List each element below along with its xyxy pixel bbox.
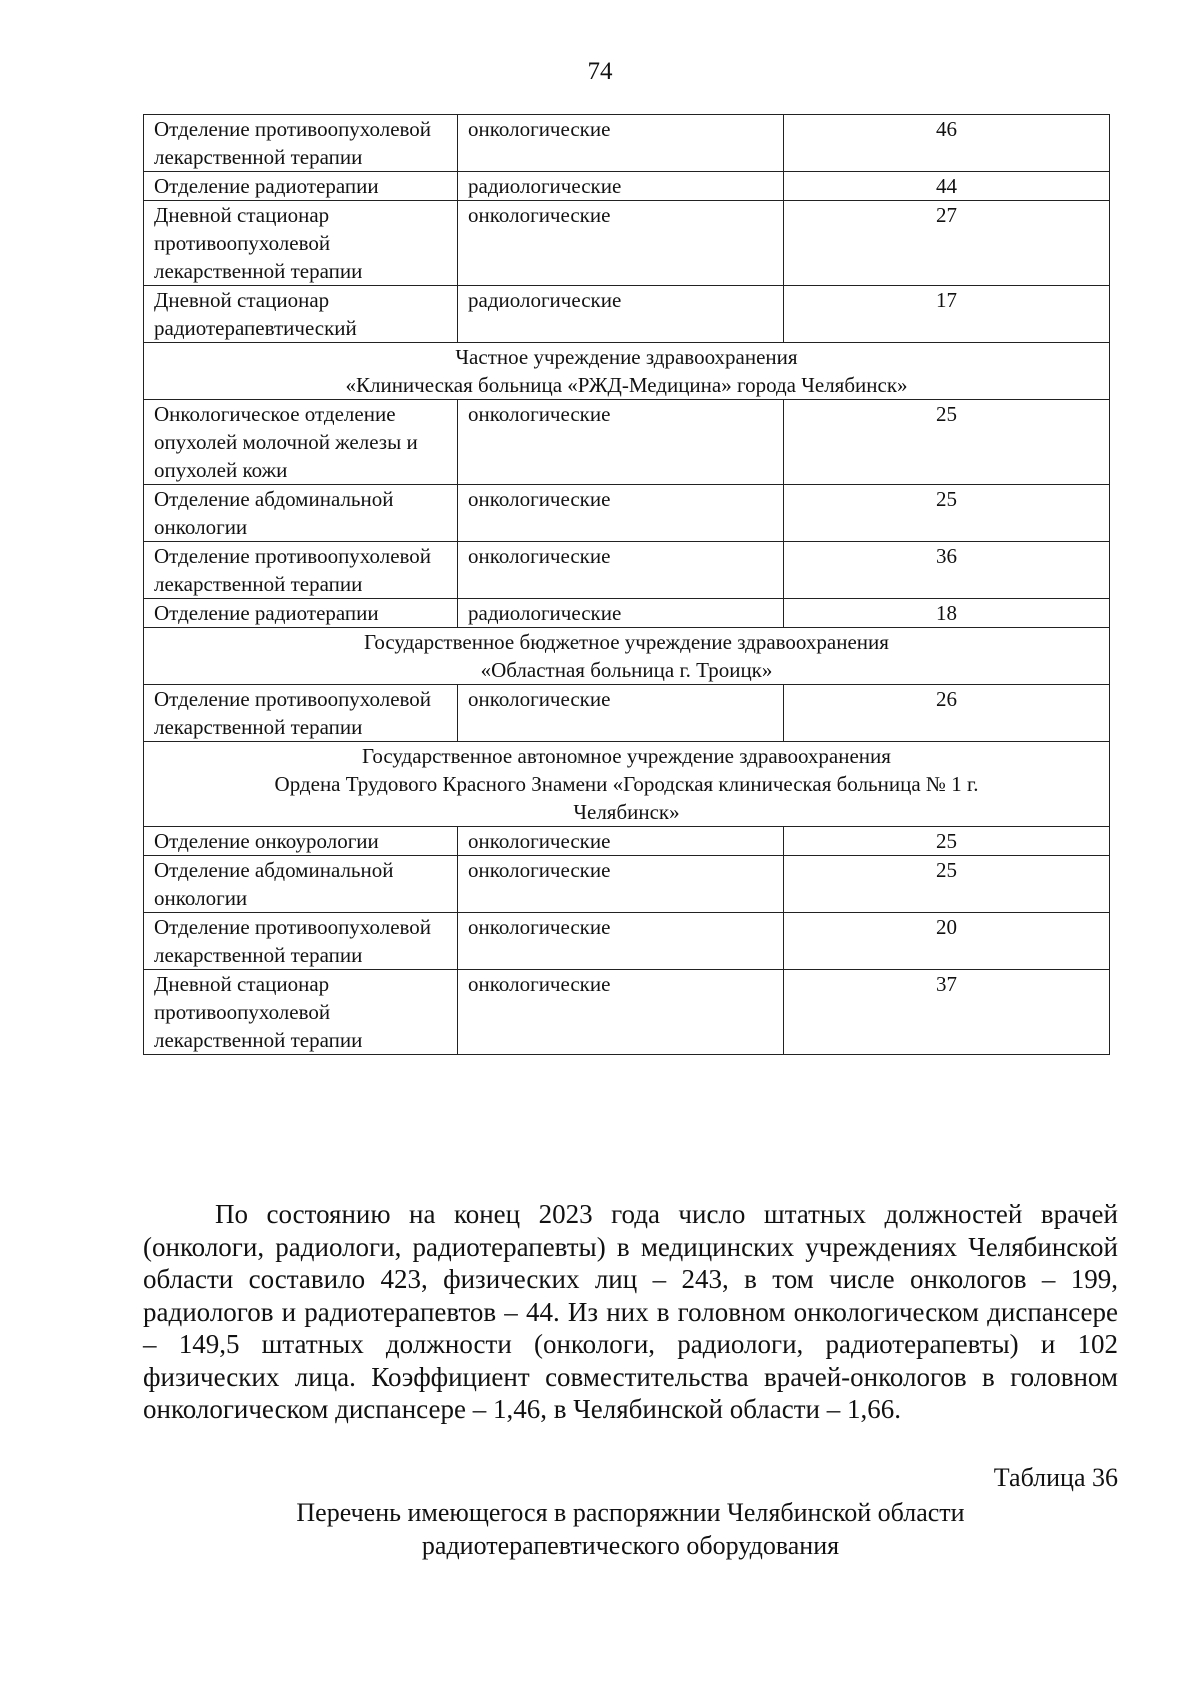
department-cell: Отделение противоопухолевой лекарственной терапии (144, 685, 458, 742)
bed-count-cell: 18 (784, 599, 1110, 628)
bed-count-cell: 25 (784, 400, 1110, 485)
institution-name (144, 343, 1110, 400)
bed-profile-cell: онкологические (458, 201, 784, 286)
bed-profile-cell: онкологические (458, 685, 784, 742)
institution-name-line: «Клиническая больница «РЖД-Медицина» города Челябинск» (345, 373, 908, 397)
bed-profile-cell: онкологические (458, 400, 784, 485)
department-cell: Отделение радиотерапии (144, 172, 458, 201)
table-row (144, 827, 1110, 856)
bed-count-cell: 46 (784, 115, 1110, 172)
bed-profile-cell: онкологические (458, 970, 784, 1055)
bed-count-cell: 37 (784, 970, 1110, 1055)
table-row (144, 400, 1110, 485)
staffing-paragraph: По состоянию на конец 2023 года число штатных должностей врачей (онкологи, радиологи, радиотерапевты) в медицинских учреждениях Челябинской области составило 423, физических лиц – 243, в том числе онкологов – 199, радиологов и радиотерапевтов – 44. Из них в головном онкологическом диспансере – 149,5 штатных должности (онкологи, радиологи, радиотерапевты) и 102 физических лица. Коэффициент совместительства врачей-онкологов в головном онкологическом диспансере – 1,46, в Челябинской области – 1,66. (143, 1199, 1118, 1424)
bed-count-cell: 26 (784, 685, 1110, 742)
department-cell: Отделение абдоминальной онкологии (144, 485, 458, 542)
table-row (144, 542, 1110, 599)
table-row (144, 970, 1110, 1055)
table-row (144, 599, 1110, 628)
bed-count-cell: 44 (784, 172, 1110, 201)
institution-row (144, 628, 1110, 685)
department-cell: Отделение абдоминальной онкологии (144, 856, 458, 913)
institution-name-line: Челябинск» (573, 800, 680, 824)
bed-profile-cell: онкологические (458, 827, 784, 856)
bed-profile-cell: радиологические (458, 172, 784, 201)
department-cell: Дневной стационар радиотерапевтический (144, 286, 458, 343)
institution-name (144, 742, 1110, 827)
table-row (144, 485, 1110, 542)
bed-count-cell: 25 (784, 856, 1110, 913)
department-cell: Отделение противоопухолевой лекарственной терапии (144, 542, 458, 599)
table-row (144, 913, 1110, 970)
bed-profile-cell: онкологические (458, 115, 784, 172)
bed-count-cell: 27 (784, 201, 1110, 286)
table-label: Таблица 36 (993, 1463, 1118, 1492)
table-title-line: радиотерапевтического оборудования (421, 1531, 840, 1560)
institution-row (144, 343, 1110, 400)
department-cell: Отделение онкоурологии (144, 827, 458, 856)
institution-name-line: Государственное бюджетное учреждение здравоохранения (364, 630, 889, 654)
table-row (144, 286, 1110, 343)
bed-profile-cell: онкологические (458, 856, 784, 913)
institution-name-line: Частное учреждение здравоохранения (455, 345, 798, 369)
department-cell: Дневной стационар противоопухолевой лекарственной терапии (144, 970, 458, 1055)
department-cell: Отделение противоопухолевой лекарственной терапии (144, 913, 458, 970)
institution-name-line: «Областная больница г. Троицк» (480, 658, 773, 682)
bed-count-cell: 25 (784, 485, 1110, 542)
table-title-line: Перечень имеющегося в распоряжнии Челябинской области (296, 1498, 965, 1527)
bed-count-cell: 25 (784, 827, 1110, 856)
table-row (144, 115, 1110, 172)
bed-profile-cell: онкологические (458, 913, 784, 970)
bed-profile-cell: онкологические (458, 542, 784, 599)
bed-profile-cell: онкологические (458, 485, 784, 542)
institution-name-line: Ордена Трудового Красного Знамени «Городская клиническая больница № 1 г. (274, 772, 979, 796)
bed-count-cell: 36 (784, 542, 1110, 599)
department-cell: Отделение противоопухолевой лекарственной терапии (144, 115, 458, 172)
beds-table-body (144, 115, 1110, 1055)
table-title (143, 1496, 1118, 1562)
page-number: 74 (587, 58, 613, 85)
bed-profile-cell: радиологические (458, 599, 784, 628)
institution-name (144, 628, 1110, 685)
beds-table (143, 114, 1110, 1055)
institution-row (144, 742, 1110, 827)
table-row (144, 172, 1110, 201)
institution-name-line: Государственное автономное учреждение здравоохранения (362, 744, 891, 768)
department-cell: Онкологическое отделение опухолей молочной железы и опухолей кожи (144, 400, 458, 485)
bed-profile-cell: радиологические (458, 286, 784, 343)
table-row (144, 856, 1110, 913)
bed-count-cell: 17 (784, 286, 1110, 343)
bed-count-cell: 20 (784, 913, 1110, 970)
table-row (144, 201, 1110, 286)
department-cell: Отделение радиотерапии (144, 599, 458, 628)
table-row (144, 685, 1110, 742)
department-cell: Дневной стационар противоопухолевой лекарственной терапии (144, 201, 458, 286)
